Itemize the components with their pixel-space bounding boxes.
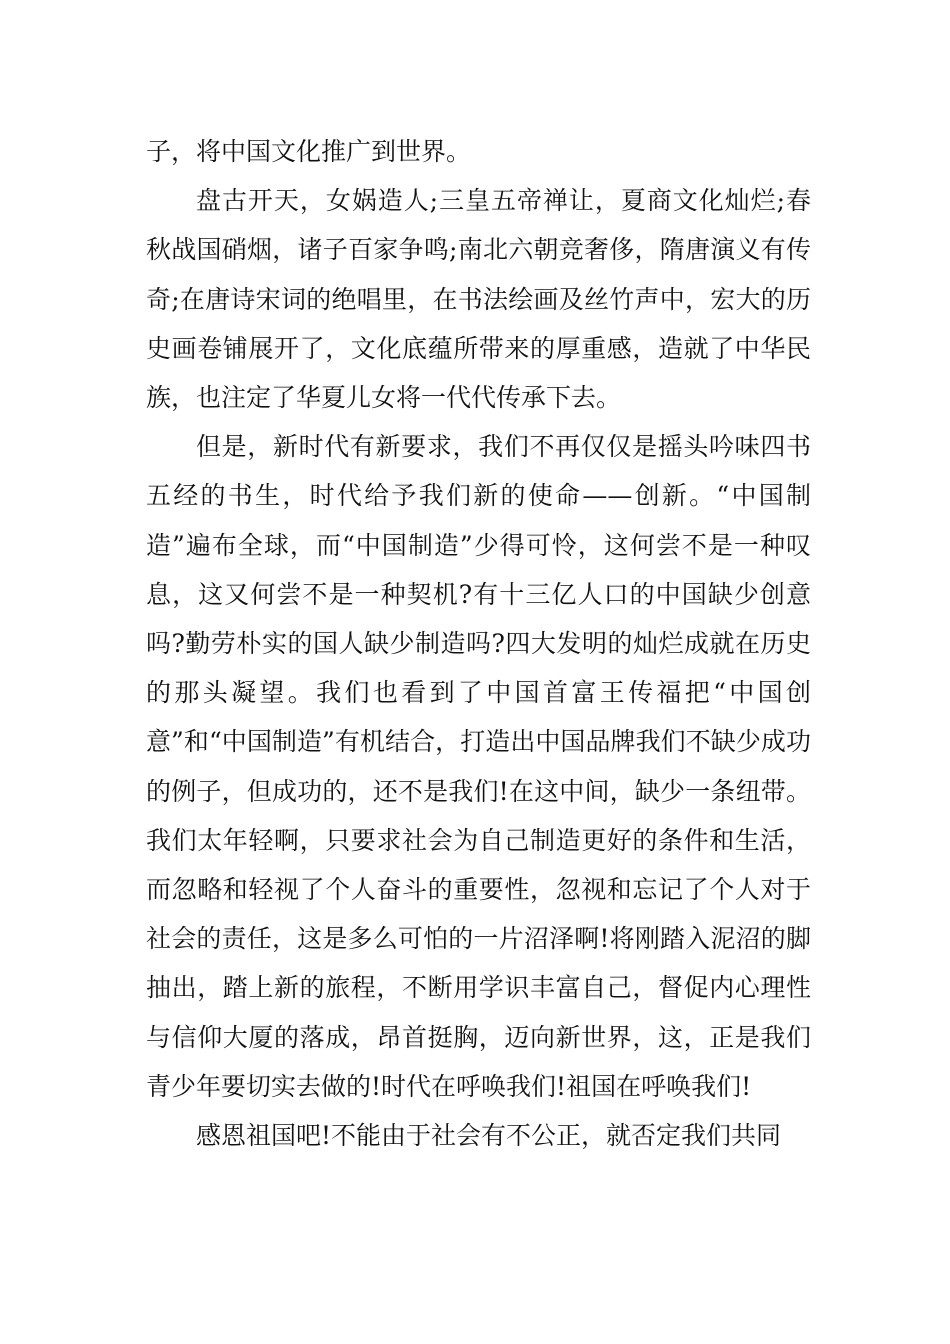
paragraph-gratitude: 感恩祖国吧!不能由于社会有不公正，就否定我们共同 xyxy=(196,1121,782,1151)
paragraph-innovation: 但是，新时代有新要求，我们不再仅仅是摇头吟味四书五经的书生，时代给予我们新的使命——创新。“中国制造”遍布全球，而“中国制造”少得可怜，这何尝不是一种叹息，这又何尝不是一种契机?有十三亿人口的中国缺少创意吗?勤劳朴实的国人缺少制造吗?四大发明的灿烂成就在历史的那头凝望。我们也看到了中国首富王传福把“中国创意”和“中国制造”有机结合，打造出中国品牌我们不缺少成功的例子，但成功的，还不是我们!在这中间，缺少一条纽带。我们太年轻啊，只要求社会为自己制造更好的条件和生活，而忽略和轻视了个人奋斗的重要性，忽视和忘记了个人对于社会的责任，这是多么可怕的一片沼泽啊!将刚踏入泥沼的脚抽出，踏上新的旅程，不断用学识丰富自己，督促内心理性与信仰大厦的落成，昂首挺胸，迈向新世界，这，正是我们青少年要切实去做的!时代在呼唤我们!祖国在呼唤我们! xyxy=(146,432,811,1101)
paragraph-history: 盘古开天，女娲造人;三皇五帝禅让，夏商文化灿烂;春秋战国硝烟，诸子百家争鸣;南北六朝竞奢侈，隋唐演义有传奇;在唐诗宋词的绝唱里，在书法绘画及丝竹声中，宏大的历史画卷铺展开了，文化底蕴所带来的厚重感，造就了中华民族，也注定了华夏儿女将一代代传承下去。 xyxy=(146,186,811,413)
document-body xyxy=(146,127,811,1160)
paragraph-continuation: 子，将中国文化推广到世界。 xyxy=(146,137,472,166)
